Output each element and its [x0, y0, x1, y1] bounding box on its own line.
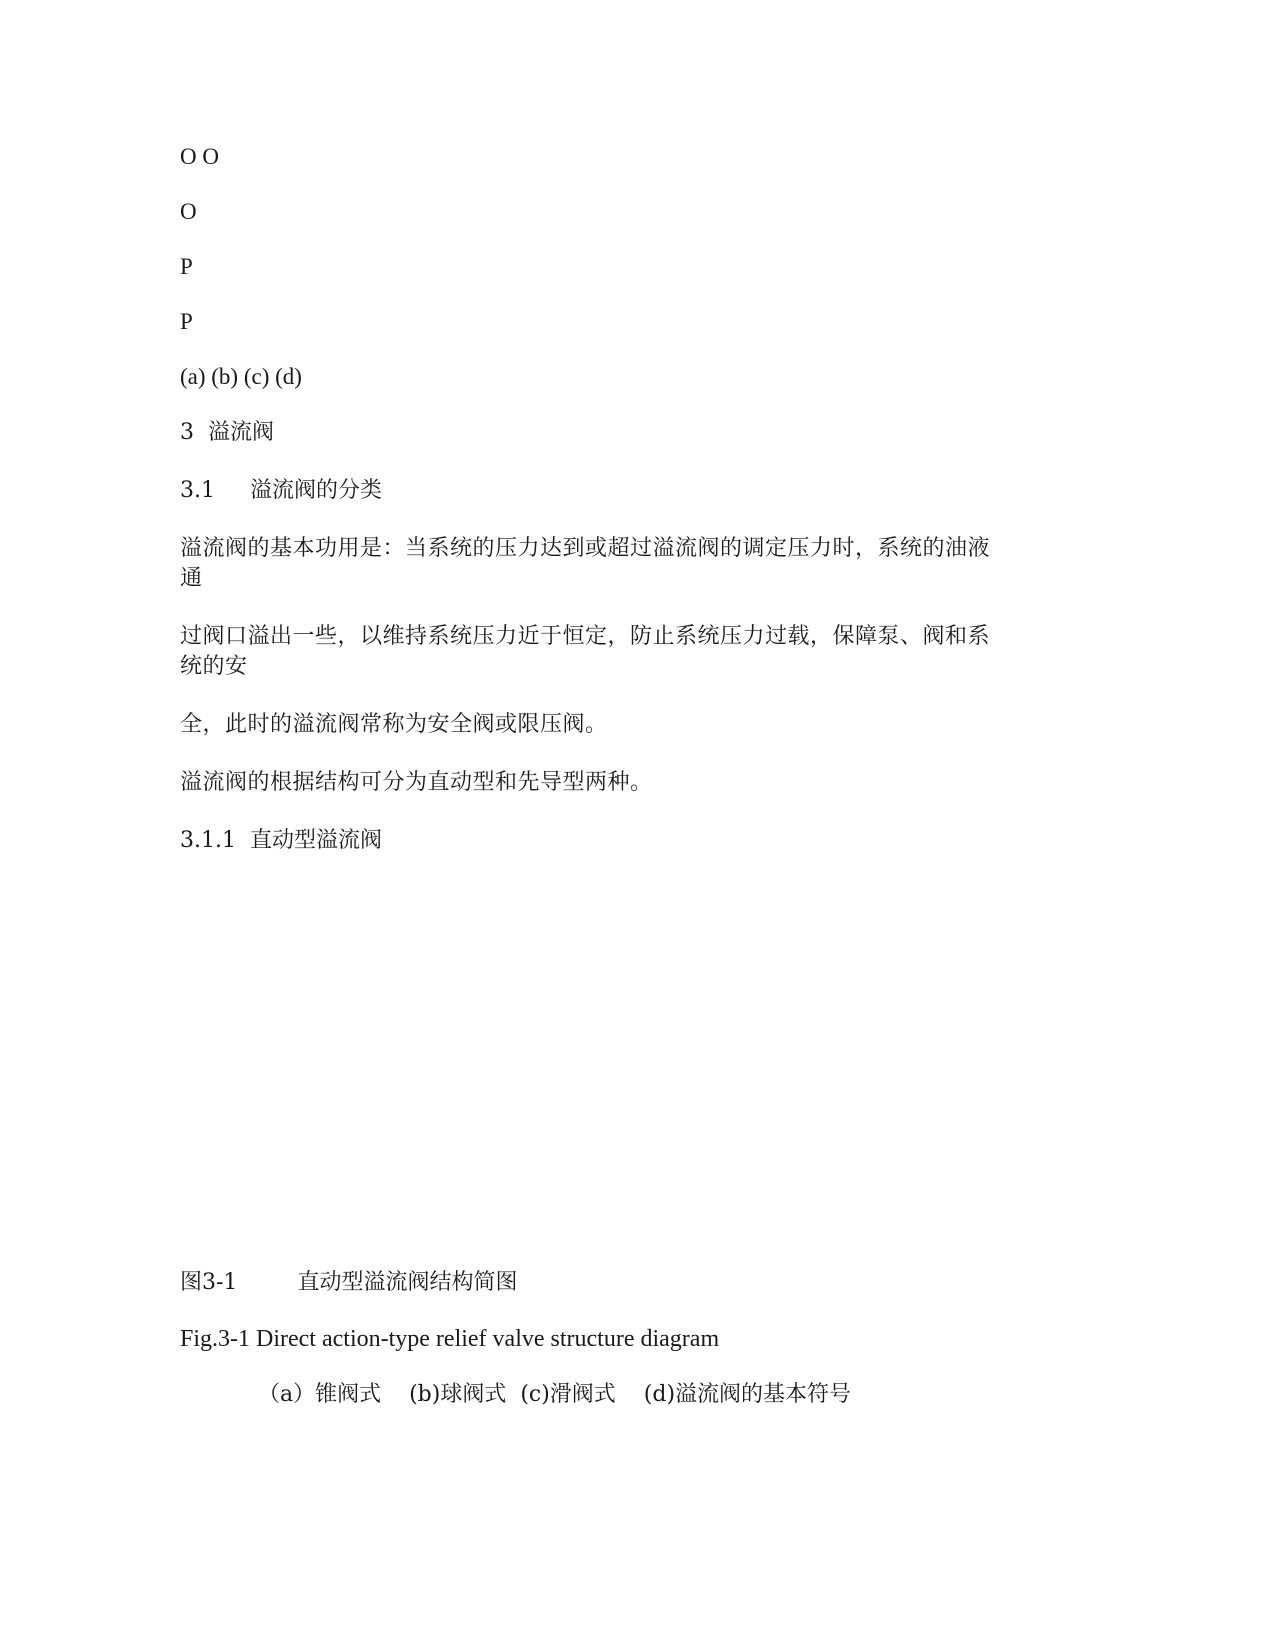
paragraph-3 — [180, 710, 1050, 740]
figure-caption-english: Fig.3-1 Direct action-type relief valve structure diagram — [180, 1326, 720, 1352]
paragraph-4 — [180, 768, 1050, 798]
diagram-label-p1: P — [180, 254, 193, 279]
figure-blank-area — [180, 880, 1050, 1260]
section-heading: 3 溢流阀 — [180, 420, 274, 445]
subsubsection-heading: 3.1.1 直动型溢流阀 — [180, 828, 382, 853]
diagram-label-letters: (a) (b) (c) (d) — [180, 364, 302, 389]
paragraph-2 — [180, 622, 1050, 682]
paragraph-1-line-1: 溢流阀的基本功用是：当系统的压力达到或超过溢流阀的调定压力时，系统的油液 — [180, 536, 991, 561]
diagram-label-p2: P — [180, 309, 193, 334]
subsection-heading: 3.1 溢流阀的分类 — [180, 478, 382, 503]
paragraph-1 — [180, 534, 1050, 594]
paragraph-2-line-2: 统的安 — [180, 654, 248, 679]
figure-caption-title: 直动型溢流阀结构简图 — [297, 1270, 518, 1295]
paragraph-2-line-1: 过阀口溢出一些，以维持系统压力近于恒定，防止系统压力过载，保障泵、阀和系 — [180, 624, 991, 649]
figure-caption-number: 图3-1 — [180, 1270, 238, 1295]
figure-caption — [180, 1268, 517, 1298]
paragraph-1-line-2: 通 — [180, 566, 203, 591]
diagram-label-oo: O O — [180, 144, 219, 169]
paragraph-4-line-1: 溢流阀的根据结构可分为直动型和先导型两种。 — [180, 770, 653, 795]
paragraph-3-line-1: 全，此时的溢流阀常称为安全阀或限压阀。 — [180, 712, 608, 737]
diagram-label-o: O — [180, 199, 197, 224]
figure-subcaption: （a）锥阀式 (b)球阀式 (c)滑阀式 (d)溢流阀的基本符号 — [258, 1382, 852, 1407]
